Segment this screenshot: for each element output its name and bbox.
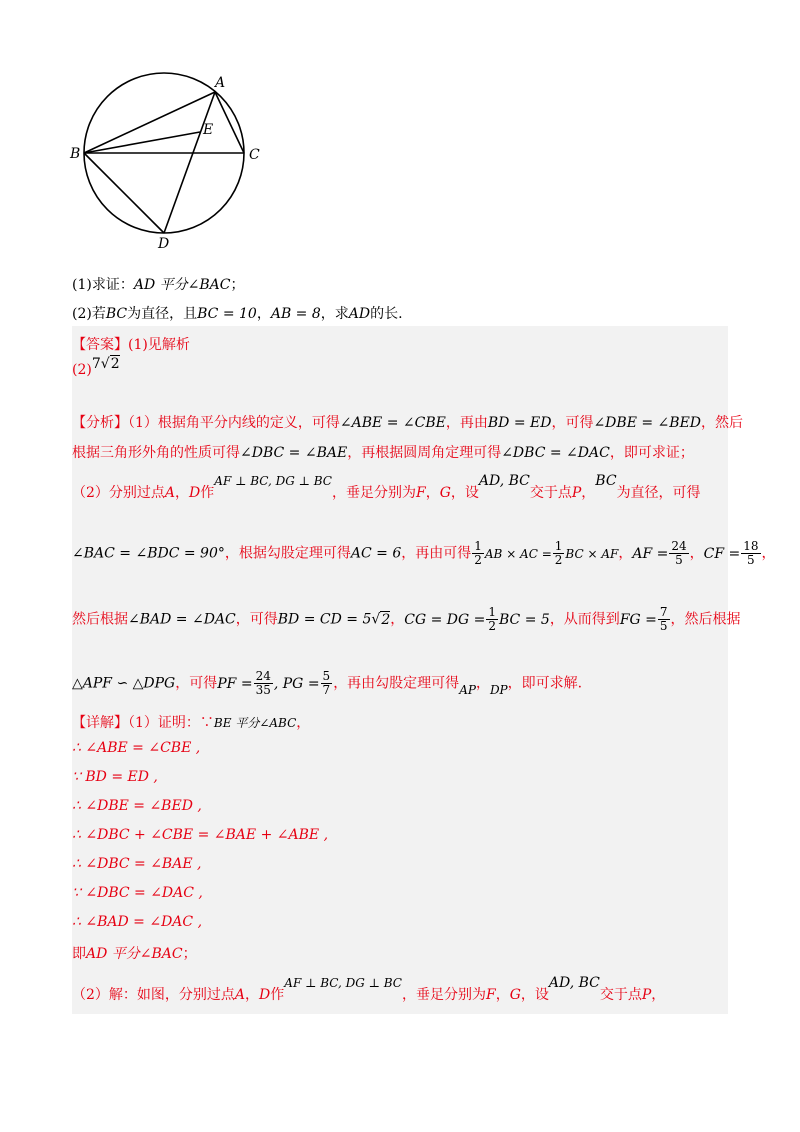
detail-line-8: ∴ ∠BAD = ∠DAC , bbox=[72, 914, 203, 930]
label-c: C bbox=[249, 147, 260, 163]
q2-ad: AD bbox=[348, 306, 371, 322]
detail-line-6: ∴ ∠DBC = ∠BAE , bbox=[72, 856, 202, 872]
q2-bc: BC bbox=[105, 306, 128, 322]
answer-tag: 【答案】 bbox=[72, 337, 128, 353]
detail-line-7: ∵ ∠DBC = ∠DAC , bbox=[72, 885, 203, 901]
detail-line-1: 【详解】（1）证明：∵BE 平分∠ABC， bbox=[72, 715, 311, 731]
q1-suffix: ； bbox=[230, 277, 245, 293]
analysis-line-3: （2）分别过点A，D作AF ⊥ BC, DG ⊥ BC，垂足分别为F，G，设AD, BC交于点P，BC为直径，可得 bbox=[72, 473, 701, 501]
question-2 bbox=[72, 303, 403, 323]
analysis-line-2: 根据三角形外角的性质可得∠DBC = ∠BAE，再根据圆周角定理可得∠DBC = ∠DAC，即可求证； bbox=[72, 445, 694, 461]
detail-line-4: ∴ ∠DBE = ∠BED , bbox=[72, 798, 202, 814]
detail-line-3: ∵ BD = ED , bbox=[72, 769, 158, 785]
answer-part1: (1)见解析 bbox=[128, 337, 190, 353]
detail-line-9: 即AD 平分∠BAC； bbox=[72, 946, 197, 962]
analysis-line-5: 然后根据∠BAD = ∠DAC，可得BD = CD = 5√2，CG = DG = $\frac{1}{2}$ BC = 5，从而得到FG = $\frac{7}{5}$ ，然后根据 bbox=[72, 605, 741, 633]
detail-line-2: ∴ ∠ABE = ∠CBE , bbox=[72, 740, 201, 756]
label-b: B bbox=[70, 146, 81, 162]
q2-eq1: BC = 10 bbox=[197, 306, 257, 322]
segment-ad bbox=[164, 92, 215, 233]
q2-sep: ， bbox=[256, 306, 271, 322]
analysis-tag: 【分析】 bbox=[72, 415, 128, 431]
analysis-line-4: ∠BAC = ∠BDC = 90°，根据勾股定理可得AC = 6，再由可得 $\frac{1}{2}$ AB × AC = $\frac{1}{2}$ BC × AF，AF = $\frac{24}{5}$ ，CF = $\frac{18}{5}$ ， bbox=[72, 539, 776, 567]
q1-prefix: (1)求证： bbox=[72, 277, 134, 293]
detail-tag: 【详解】 bbox=[72, 715, 128, 731]
answer-line-1 bbox=[72, 334, 190, 354]
detail-line-10: （2）解：如图，分别过点A，D作AF ⊥ BC, DG ⊥ BC，垂足分别为F，G，设AD, BC交于点P， bbox=[72, 975, 666, 1003]
analysis-line-6: △APF ∽ △DPG，可得PF = $\frac{24}{35}$ , PG = $\frac{5}{7}$ ，再由勾股定理可得AP，DP，即可求解. bbox=[72, 669, 583, 697]
label-a: A bbox=[215, 75, 226, 91]
segment-be bbox=[84, 132, 200, 153]
answer-line-2 bbox=[72, 356, 120, 378]
answer-part2-label: (2) bbox=[72, 362, 92, 378]
q2-prefix: (2)若 bbox=[72, 306, 106, 322]
q1-math: AD 平分∠BAC bbox=[133, 277, 231, 293]
label-d: D bbox=[158, 236, 170, 250]
solution-panel bbox=[72, 326, 776, 1014]
segment-ac bbox=[215, 92, 244, 153]
q2-text1: 为直径，且 bbox=[127, 306, 198, 322]
answer-part2-value: 7√2 bbox=[91, 356, 120, 372]
geometry-figure bbox=[60, 70, 280, 250]
question-1 bbox=[72, 274, 244, 294]
analysis-line-1: 【分析】（1）根据角平分内线的定义，可得∠ABE = ∠CBE，再由BD = ED，可得∠DBE = ∠BED，然后 bbox=[72, 415, 744, 431]
segment-bd bbox=[84, 153, 164, 233]
detail-line-5: ∴ ∠DBC + ∠CBE = ∠BAE + ∠ABE , bbox=[72, 827, 329, 843]
circle-diagram bbox=[60, 70, 280, 250]
q2-text2: ，求 bbox=[320, 306, 349, 322]
q2-eq2: AB = 8 bbox=[270, 306, 321, 322]
label-e: E bbox=[203, 122, 214, 138]
q2-text3: 的长. bbox=[370, 306, 403, 322]
